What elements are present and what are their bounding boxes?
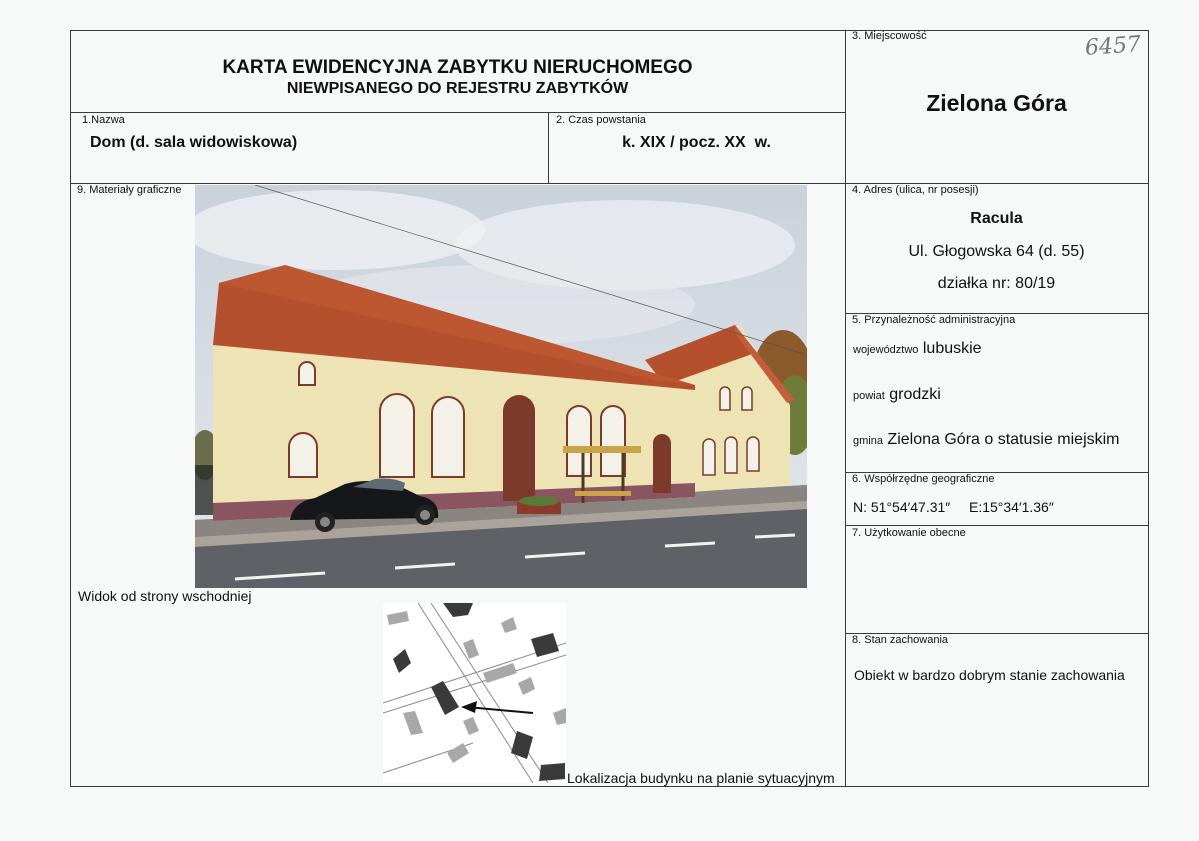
field-coords-label: 6. Współrzędne geograficzne	[852, 473, 995, 485]
frame-bottom	[70, 786, 1148, 787]
field-address-label: 4. Adres (ulica, nr posesji)	[852, 184, 979, 196]
field-graphics-label: 9. Materiały graficzne	[77, 184, 182, 196]
address-street: Ul. Głogowska 64 (d. 55)	[908, 243, 1085, 260]
admin-commune	[853, 431, 1120, 449]
card-title: KARTA EWIDENCYJNA ZABYTKU NIERUCHOMEGO	[222, 57, 693, 78]
field-locality-label: 3. Miejscowość	[852, 30, 927, 42]
frame-right	[1148, 30, 1149, 787]
field-usage-label: 7. Użytkowanie obecne	[852, 527, 966, 539]
address-plot: działka nr: 80/19	[937, 275, 1056, 292]
site-plan-map	[383, 603, 566, 783]
field-name-value: Dom (d. sala widowiskowa)	[90, 134, 298, 151]
address-locality: Racula	[970, 210, 1023, 227]
photo-caption: Widok od strony wschodniej	[78, 588, 252, 604]
county-value: grodzki	[889, 386, 941, 403]
field-condition-value: Obiekt w bardzo dobrym stanie zachowania	[854, 667, 1125, 683]
map-caption: Lokalizacja budynku na planie sytuacyjnym	[567, 770, 835, 786]
handwritten-number: 6457	[1084, 32, 1142, 61]
frame-top	[70, 30, 1148, 31]
building-photo	[195, 185, 807, 588]
county-prefix: powiat	[853, 390, 885, 402]
field-date-label: 2. Czas powstania	[556, 114, 646, 126]
divider-title	[70, 112, 845, 113]
admin-county	[853, 386, 941, 404]
divider-6-7	[845, 525, 1148, 526]
divider-main-right	[845, 30, 846, 787]
admin-voivodeship	[853, 340, 982, 358]
field-locality-value: Zielona Góra	[926, 90, 1067, 116]
voivodeship-prefix: województwo	[853, 344, 919, 356]
card-subtitle: NIEWPISANEGO DO REJESTRU ZABYTKÓW	[286, 80, 629, 97]
commune-value: Zielona Góra o statusie miejskim	[887, 431, 1120, 448]
divider-top-block	[70, 183, 1148, 184]
field-name-label: 1.Nazwa	[82, 114, 125, 126]
field-condition-label: 8. Stan zachowania	[852, 634, 949, 646]
coords-east: E:15°34′1.36″	[969, 499, 1054, 515]
field-admin-label: 5. Przynależność administracyjna	[852, 314, 1016, 326]
commune-prefix: gmina	[853, 435, 883, 447]
field-date-value: k. XIX / pocz. XX w.	[622, 134, 771, 151]
frame-left	[70, 30, 71, 787]
coords-north: N: 51°54′47.31″	[853, 499, 951, 515]
voivodeship-value: lubuskie	[922, 340, 982, 357]
